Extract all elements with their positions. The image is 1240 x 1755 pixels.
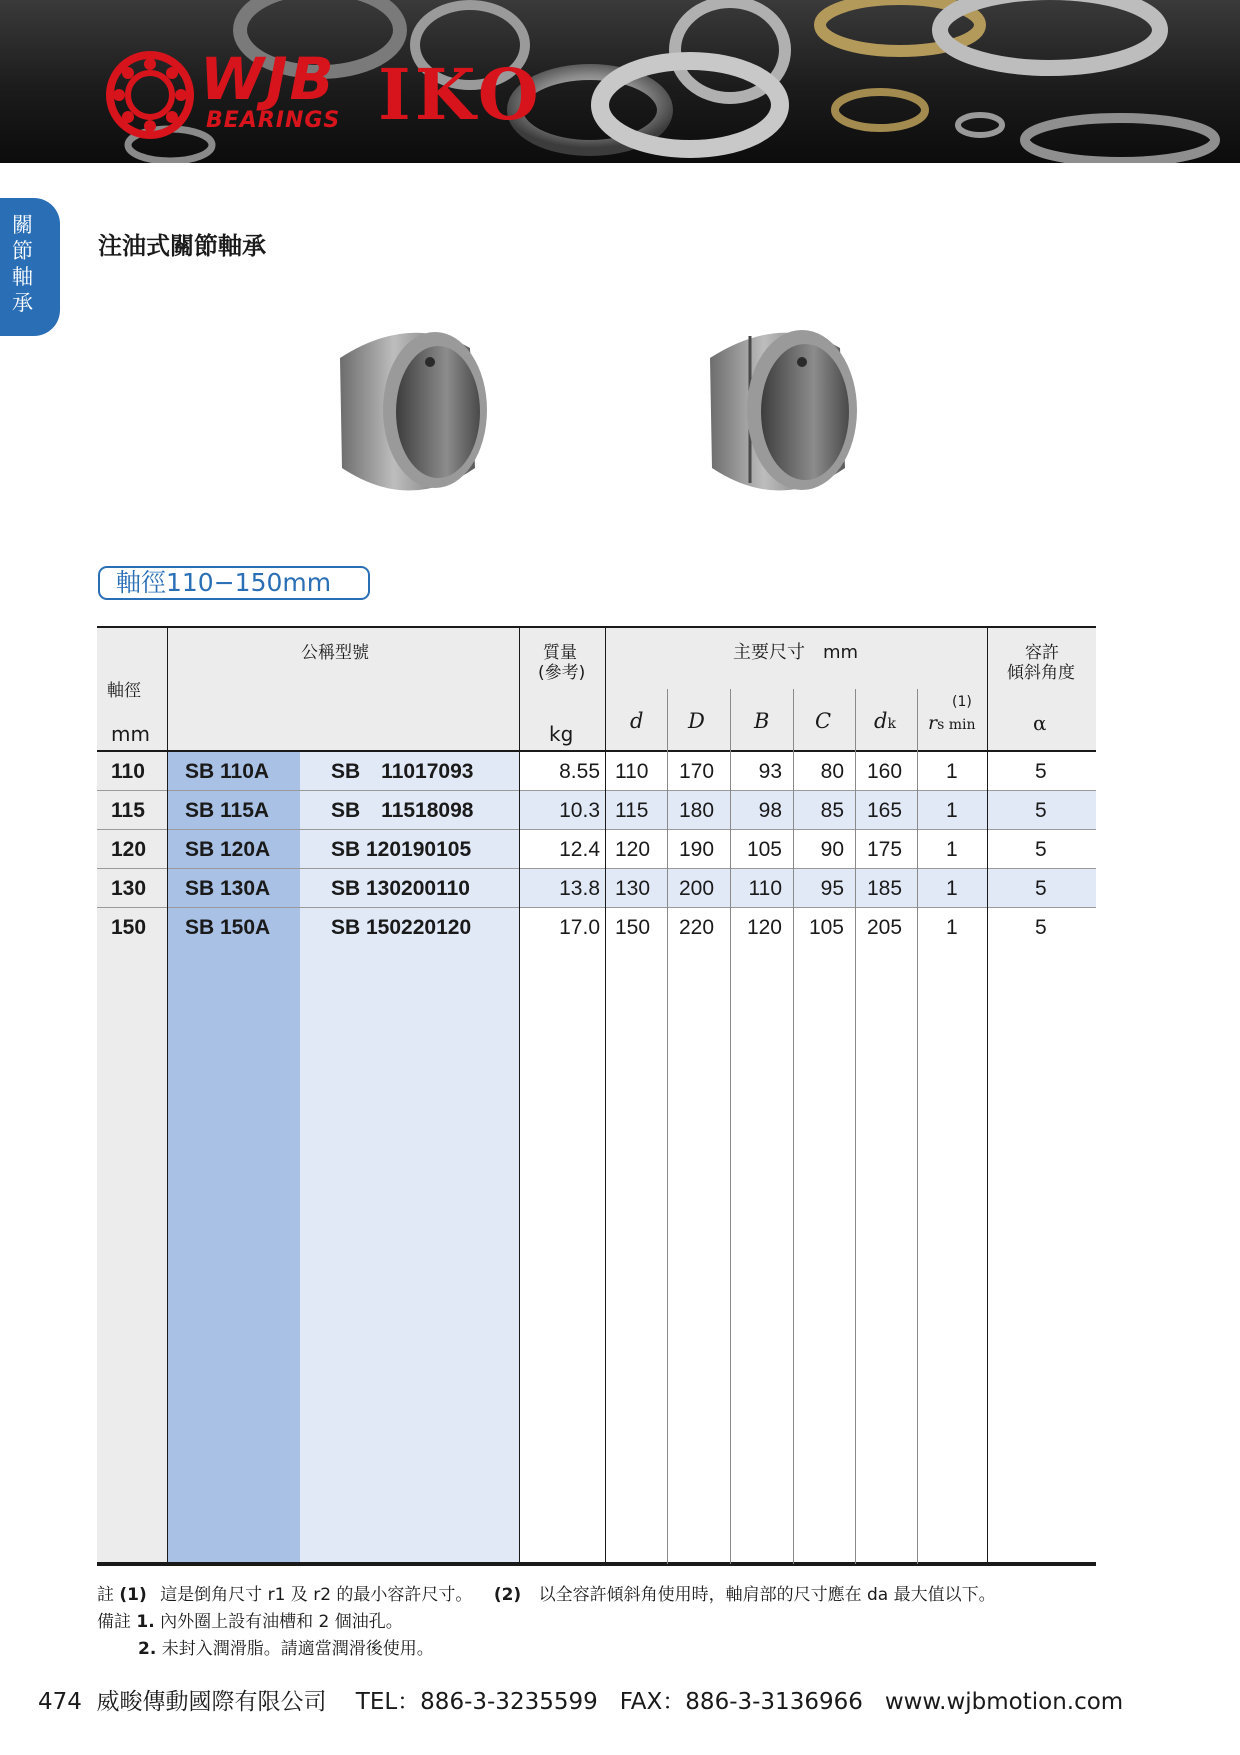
cell-mass: 10.3 bbox=[559, 799, 600, 822]
note-1-number: (1) bbox=[119, 1585, 147, 1605]
cell-alpha: 5 bbox=[1035, 799, 1047, 822]
header-D: D bbox=[688, 709, 705, 733]
cell-C: 85 bbox=[820, 799, 844, 822]
table-bottom-rule bbox=[97, 1562, 1096, 1566]
cell-C: 95 bbox=[820, 877, 844, 900]
cell-d: 150 bbox=[615, 916, 651, 939]
cell-alpha: 5 bbox=[1035, 838, 1047, 861]
cell-model2: SB 120190105 bbox=[331, 838, 472, 861]
cell-D: 200 bbox=[679, 877, 715, 900]
cell-dk: 185 bbox=[867, 877, 903, 900]
bearings-photo-banner bbox=[0, 0, 1240, 163]
page-footer bbox=[38, 1683, 1123, 1716]
telephone: TEL：886-3-3235599 bbox=[355, 1689, 598, 1715]
cell-alpha: 5 bbox=[1035, 916, 1047, 939]
cell-dk: 160 bbox=[867, 760, 903, 783]
cell-d: 110 bbox=[615, 760, 649, 783]
page-number: 474 bbox=[38, 1689, 82, 1715]
remark-2-text: 未封入潤滑脂。請適當潤滑後使用。 bbox=[161, 1639, 434, 1659]
category-side-tab bbox=[0, 198, 60, 336]
side-tab-label: 關節軸承 bbox=[12, 213, 33, 315]
cell-shaft: 150 bbox=[111, 916, 147, 939]
note-1 bbox=[97, 1580, 996, 1605]
cell-model1: SB 110A bbox=[185, 760, 270, 783]
cell-C: 105 bbox=[808, 916, 844, 939]
cell-shaft: 115 bbox=[111, 799, 145, 822]
header-mass: 質量 bbox=[543, 643, 577, 663]
cell-mass: 8.55 bbox=[559, 760, 600, 783]
cell-model1: SB 115A bbox=[185, 799, 270, 822]
header-dk-symbol: d bbox=[874, 709, 888, 733]
header-alpha: α bbox=[1033, 711, 1047, 735]
header-rs-symbol: r bbox=[928, 712, 938, 734]
company-name: 威畯傳動國際有限公司 bbox=[96, 1689, 327, 1715]
table-row bbox=[97, 830, 1096, 869]
header-dk-subscript: k bbox=[887, 716, 896, 732]
cell-shaft: 110 bbox=[111, 760, 145, 783]
cell-shaft: 120 bbox=[111, 838, 147, 861]
cell-mass: 13.8 bbox=[559, 877, 600, 900]
cell-model1: SB 150A bbox=[185, 916, 271, 939]
table-row bbox=[97, 869, 1096, 908]
cell-dk: 165 bbox=[867, 799, 903, 822]
table-row bbox=[97, 752, 1096, 791]
header-B: B bbox=[754, 709, 770, 733]
cell-alpha: 5 bbox=[1035, 877, 1047, 900]
wjb-logo: WJB bbox=[200, 45, 336, 113]
header-main-dimensions: 主要尺寸 mm bbox=[733, 642, 859, 663]
cell-D: 190 bbox=[679, 838, 715, 861]
header-mass-unit: kg bbox=[549, 722, 574, 746]
cell-dk: 175 bbox=[867, 838, 903, 861]
cell-d: 130 bbox=[615, 877, 651, 900]
cell-B: 120 bbox=[746, 916, 782, 939]
table-row bbox=[97, 791, 1096, 830]
note-2-text: 以全容許傾斜角使用時，軸肩部的尺寸應在 da 最大值以下。 bbox=[538, 1585, 996, 1605]
cell-d: 120 bbox=[615, 838, 651, 861]
cell-B: 110 bbox=[748, 877, 782, 900]
remark-2 bbox=[138, 1634, 434, 1659]
header-banner bbox=[0, 0, 1240, 163]
shaft-range-label: 軸徑110−150mm bbox=[98, 566, 370, 600]
bearing-photo-left bbox=[320, 318, 500, 503]
header-rs-note: (1) bbox=[952, 694, 972, 710]
header-dk bbox=[874, 709, 896, 733]
cell-rs: 1 bbox=[946, 916, 958, 939]
spec-table bbox=[97, 626, 1096, 1566]
header-tilt-1: 容許 bbox=[1025, 643, 1059, 663]
table-row bbox=[97, 908, 1096, 947]
note-label: 註 bbox=[97, 1585, 114, 1605]
website-link[interactable]: www.wjbmotion.com bbox=[884, 1689, 1124, 1715]
remark-label: 備註 bbox=[97, 1612, 131, 1632]
bearing-photo-right bbox=[690, 318, 870, 503]
cell-mass: 17.0 bbox=[559, 916, 600, 939]
note-1-text: 這是倒角尺寸 r1 及 r2 的最小容許尺寸。 bbox=[160, 1585, 473, 1605]
table-top-rule bbox=[97, 626, 1096, 628]
cell-mass: 12.4 bbox=[559, 838, 600, 861]
header-rs-subscript: s min bbox=[937, 717, 976, 733]
cell-rs: 1 bbox=[946, 760, 958, 783]
cell-model1: SB 130A bbox=[185, 877, 271, 900]
cell-model2: SB 11518098 bbox=[331, 799, 474, 822]
fax: FAX：886-3-3136966 bbox=[619, 1689, 863, 1715]
header-C: C bbox=[815, 709, 832, 733]
cell-C: 80 bbox=[820, 760, 844, 783]
header-designation: 公稱型號 bbox=[301, 643, 369, 663]
cell-D: 170 bbox=[679, 760, 715, 783]
cell-d: 115 bbox=[615, 799, 649, 822]
header-shaft-unit: mm bbox=[111, 722, 150, 746]
cell-rs: 1 bbox=[946, 799, 958, 822]
remark-1 bbox=[97, 1607, 403, 1632]
cell-model2: SB 150220120 bbox=[331, 916, 472, 939]
cell-dk: 205 bbox=[867, 916, 903, 939]
cell-C: 90 bbox=[820, 838, 844, 861]
note-2-number: (2) bbox=[493, 1585, 522, 1605]
header-rs bbox=[928, 712, 976, 734]
remark-2-number: 2. bbox=[138, 1639, 157, 1659]
remark-1-number: 1. bbox=[136, 1612, 155, 1632]
cell-B: 93 bbox=[758, 760, 782, 783]
cell-model2: SB 130200110 bbox=[331, 877, 470, 900]
page-title: 注油式關節軸承 bbox=[98, 232, 266, 260]
cell-alpha: 5 bbox=[1035, 760, 1047, 783]
header-shaft: 軸徑 bbox=[107, 681, 141, 701]
header-mass-ref: (參考) bbox=[538, 663, 586, 683]
header-d: d bbox=[630, 709, 644, 733]
cell-shaft: 130 bbox=[111, 877, 147, 900]
header-tilt-2: 傾斜角度 bbox=[1007, 663, 1075, 683]
cell-rs: 1 bbox=[946, 877, 958, 900]
cell-D: 220 bbox=[679, 916, 715, 939]
remark-1-text: 內外圈上設有油槽和 2 個油孔。 bbox=[160, 1612, 403, 1632]
cell-model1: SB 120A bbox=[185, 838, 271, 861]
cell-D: 180 bbox=[679, 799, 715, 822]
bearings-logo-text: BEARINGS bbox=[206, 108, 341, 133]
cell-model2: SB 11017093 bbox=[331, 760, 474, 783]
iko-logo: IKO bbox=[378, 53, 543, 136]
cell-B: 105 bbox=[746, 838, 782, 861]
cell-B: 98 bbox=[758, 799, 782, 822]
cell-rs: 1 bbox=[946, 838, 958, 861]
